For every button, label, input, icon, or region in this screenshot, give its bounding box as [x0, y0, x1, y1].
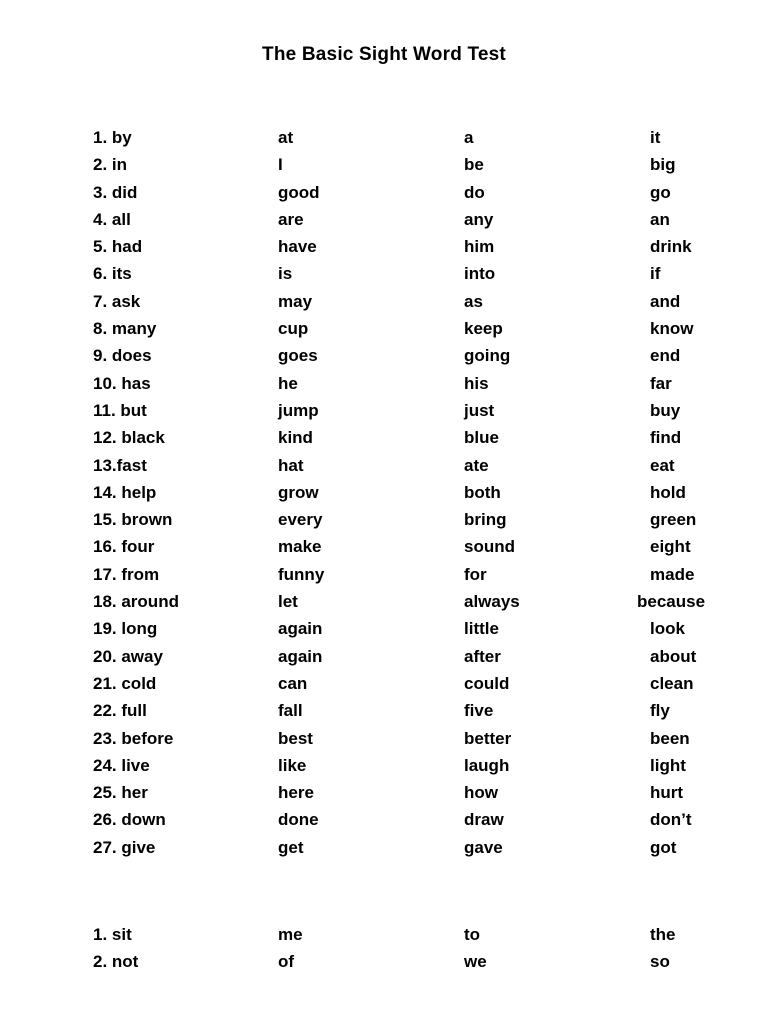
word-cell-col3: him: [464, 237, 495, 257]
word-cell-col2: make: [278, 537, 322, 557]
word-row: [0, 727, 768, 754]
word-cell-col2: grow: [278, 482, 319, 502]
word-cell-col3: draw: [464, 810, 504, 830]
word-cell-col4: because: [637, 592, 706, 612]
word-cell-col4: buy: [650, 400, 681, 420]
word-cell-col4: so: [650, 952, 670, 972]
word-cell-col3: just: [464, 400, 495, 420]
word-cell-col1: 26. down: [93, 810, 166, 830]
word-row: [0, 808, 768, 835]
word-list-1: [0, 126, 768, 863]
word-cell-col4: and: [650, 291, 681, 311]
word-row: [0, 950, 768, 977]
word-cell-col4: about: [650, 646, 697, 666]
word-cell-col1: 18. around: [93, 592, 179, 612]
word-cell-col2: get: [278, 837, 304, 857]
word-cell-col2: may: [278, 291, 313, 311]
word-cell-col1: 7. ask: [93, 291, 141, 311]
word-row: [0, 235, 768, 262]
word-cell-col1: 15. brown: [93, 510, 173, 530]
word-cell-col1: 2. in: [93, 155, 128, 175]
word-row: [0, 617, 768, 644]
word-cell-col1: 19. long: [93, 619, 158, 639]
word-cell-col3: blue: [464, 428, 499, 448]
word-cell-col3: we: [464, 952, 487, 972]
word-cell-col1: 27. give: [93, 837, 156, 857]
word-cell-col3: as: [464, 291, 483, 311]
word-cell-col1: 8. many: [93, 319, 157, 339]
word-cell-col2: like: [278, 755, 307, 775]
word-cell-col1: 13.fast: [93, 455, 147, 475]
word-cell-col2: funny: [278, 564, 325, 584]
word-cell-col2: goes: [278, 346, 318, 366]
word-cell-col1: 5. had: [93, 237, 143, 257]
word-cell-col4: far: [650, 373, 672, 393]
word-row: [0, 699, 768, 726]
word-row: [0, 923, 768, 950]
word-cell-col1: 12. black: [93, 428, 165, 448]
word-row: [0, 399, 768, 426]
word-cell-col3: to: [464, 925, 481, 944]
word-cell-col3: gave: [464, 837, 503, 857]
word-cell-col2: I: [278, 155, 283, 175]
word-cell-col4: end: [650, 346, 681, 366]
word-cell-col4: green: [650, 510, 697, 530]
word-cell-col3: into: [464, 264, 496, 284]
word-cell-col4: eat: [650, 455, 675, 475]
word-cell-col2: every: [278, 510, 323, 530]
word-row: [0, 590, 768, 617]
word-cell-col3: better: [464, 728, 512, 748]
word-cell-col3: both: [464, 482, 501, 502]
word-cell-col4: fly: [650, 701, 670, 721]
word-row: [0, 563, 768, 590]
word-cell-col2: is: [278, 264, 293, 284]
word-cell-col1: 11. but: [93, 400, 147, 420]
word-cell-col2: can: [278, 673, 308, 693]
word-cell-col4: clean: [650, 673, 694, 693]
word-row: [0, 344, 768, 371]
word-cell-col2: he: [278, 373, 298, 393]
word-cell-col4: been: [650, 728, 690, 748]
word-row: [0, 481, 768, 508]
word-cell-col3: five: [464, 701, 494, 721]
word-list-2: [0, 923, 768, 978]
word-cell-col2: fall: [278, 701, 303, 721]
word-cell-col3: for: [464, 564, 487, 584]
word-cell-col1: 25. her: [93, 783, 148, 803]
word-cell-col1: 17. from: [93, 564, 160, 584]
word-cell-col4: light: [650, 755, 686, 775]
word-cell-col2: let: [278, 592, 298, 612]
word-cell-col2: cup: [278, 319, 309, 339]
word-cell-col1: 10. has: [93, 373, 151, 393]
word-cell-col2: again: [278, 619, 323, 639]
word-cell-col2: kind: [278, 428, 313, 448]
word-row: [0, 535, 768, 562]
word-cell-col1: 3. did: [93, 182, 138, 202]
word-cell-col2: best: [278, 728, 313, 748]
word-cell-col1: 22. full: [93, 701, 147, 721]
word-cell-col1: 23. before: [93, 728, 174, 748]
word-cell-col3: how: [464, 783, 498, 803]
page-title: The Basic Sight Word Test: [262, 44, 506, 65]
word-cell-col2: hat: [278, 455, 304, 475]
word-row: [0, 262, 768, 289]
word-cell-col4: drink: [650, 237, 692, 257]
word-cell-col4: if: [650, 264, 661, 284]
word-cell-col1: 24. live: [93, 755, 150, 775]
word-cell-col3: be: [464, 155, 484, 175]
word-cell-col2: me: [278, 925, 303, 944]
word-row: [0, 153, 768, 180]
word-cell-col1: 21. cold: [93, 673, 157, 693]
word-cell-col1: 1. sit: [93, 925, 132, 944]
word-cell-col4: the: [650, 925, 676, 944]
word-cell-col4: got: [650, 837, 677, 857]
word-cell-col4: eight: [650, 537, 691, 557]
word-cell-col2: done: [278, 810, 319, 830]
word-cell-col3: a: [464, 128, 474, 147]
word-row: [0, 454, 768, 481]
word-cell-col3: bring: [464, 510, 507, 530]
word-cell-col3: any: [464, 209, 494, 229]
word-cell-col3: going: [464, 346, 511, 366]
word-cell-col1: 6. its: [93, 264, 132, 284]
word-cell-col1: 1. by: [93, 128, 132, 147]
word-cell-col4: made: [650, 564, 695, 584]
word-cell-col2: again: [278, 646, 323, 666]
word-cell-col4: know: [650, 319, 694, 339]
word-cell-col4: hold: [650, 482, 686, 502]
word-cell-col3: his: [464, 373, 489, 393]
word-cell-col2: jump: [278, 400, 319, 420]
word-cell-col4: it: [650, 128, 661, 147]
word-cell-col4: go: [650, 182, 671, 202]
word-cell-col3: ate: [464, 455, 489, 475]
word-cell-col4: look: [650, 619, 685, 639]
word-row: [0, 181, 768, 208]
word-row: [0, 672, 768, 699]
word-row: [0, 290, 768, 317]
word-row: [0, 208, 768, 235]
word-row: [0, 126, 768, 153]
word-cell-col4: big: [650, 155, 676, 175]
word-row: [0, 781, 768, 808]
word-row: [0, 317, 768, 344]
word-cell-col2: good: [278, 182, 320, 202]
word-row: [0, 508, 768, 535]
word-row: [0, 372, 768, 399]
word-row: [0, 754, 768, 781]
word-row: [0, 426, 768, 453]
word-cell-col1: 9. does: [93, 346, 152, 366]
word-cell-col4: don’t: [650, 810, 692, 830]
word-cell-col4: hurt: [650, 783, 684, 803]
word-cell-col1: 20. away: [93, 646, 163, 666]
word-cell-col3: after: [464, 646, 501, 666]
word-cell-col1: 4. all: [93, 209, 131, 229]
word-cell-col1: 16. four: [93, 537, 155, 557]
word-cell-col3: sound: [464, 537, 515, 557]
word-cell-col3: laugh: [464, 755, 510, 775]
word-cell-col3: keep: [464, 319, 503, 339]
word-row: [0, 645, 768, 672]
word-cell-col2: at: [278, 128, 294, 147]
word-cell-col3: little: [464, 619, 499, 639]
word-cell-col2: have: [278, 237, 317, 257]
word-cell-col4: find: [650, 428, 682, 448]
word-cell-col2: of: [278, 952, 295, 972]
word-cell-col3: do: [464, 182, 485, 202]
word-cell-col1: 14. help: [93, 482, 157, 502]
word-cell-col3: always: [464, 592, 520, 612]
word-cell-col2: are: [278, 209, 304, 229]
word-cell-col2: here: [278, 783, 314, 803]
word-row: [0, 836, 768, 863]
word-cell-col3: could: [464, 673, 510, 693]
word-cell-col4: an: [650, 209, 670, 229]
word-cell-col1: 2. not: [93, 952, 139, 972]
